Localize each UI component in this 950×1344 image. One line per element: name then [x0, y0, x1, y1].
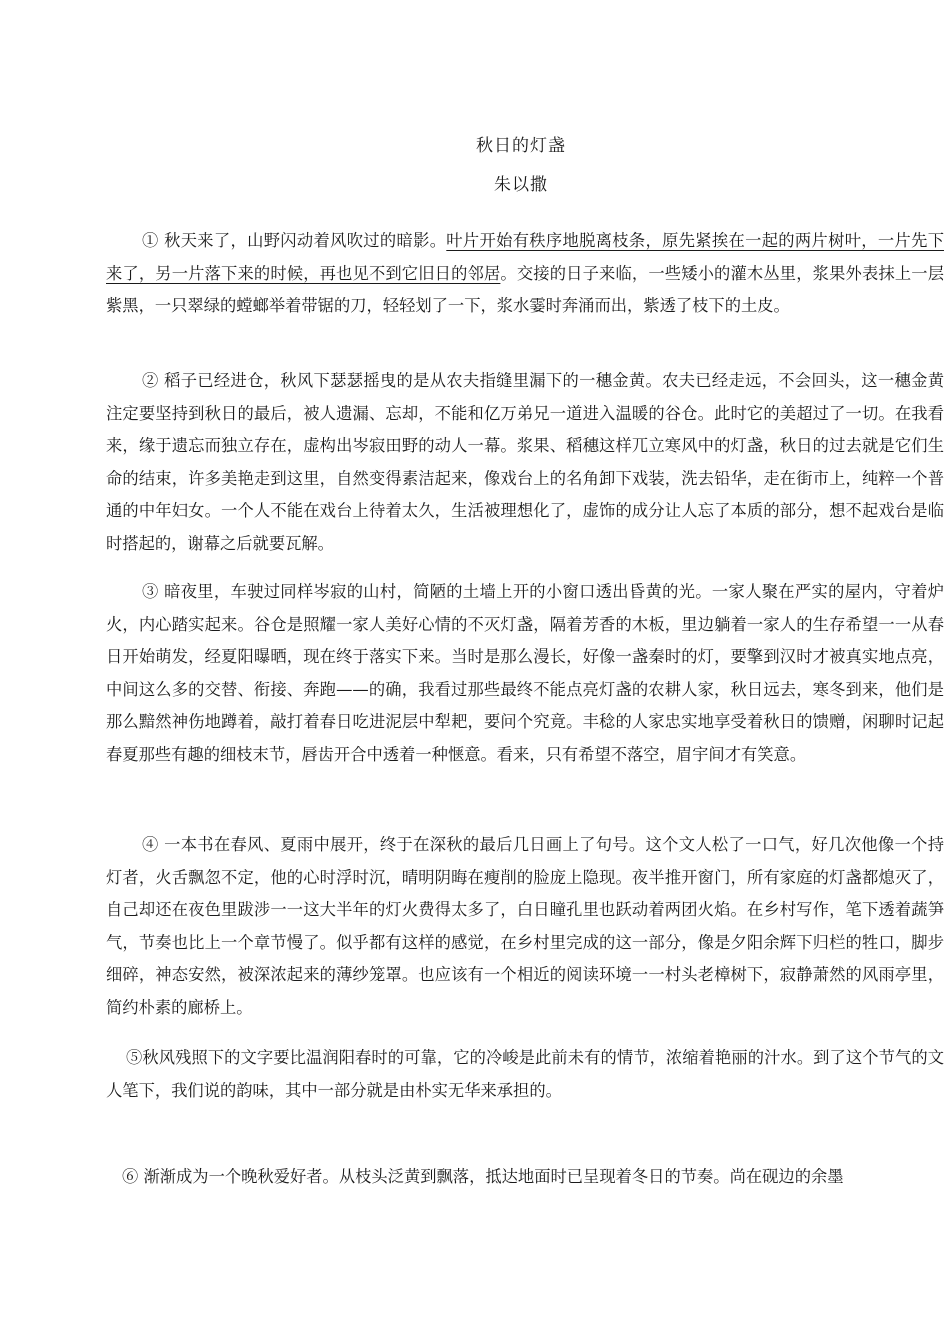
paragraph-1-rest: 。交接的日子来临，一些矮小的灌木丛里，浆果外表抹上一层紫黑，一只翠绿的螳螂举着带锯的刀，轻轻划了一下，浆水霎时奔涌而出，紫透了枝下的土皮。 [106, 263, 944, 315]
article-author: 朱以撒 [494, 175, 548, 195]
article-title: 秋日的灯盏 [476, 136, 566, 156]
paragraph-1-underlined-sentence: 叶片开始有秩序地脱离枝条，原先紧挨在一起的两片树叶，一片先下来了，另一片落下来的时候，再也见不到它旧日的邻居 [106, 231, 944, 283]
paragraph-6: ⑥ 渐渐成为一个晚秋爱好者。从枝头泛黄到飘落，抵达地面时已呈现着冬日的节奏。尚在砚边的余墨 [122, 1167, 844, 1186]
paragraph-1-lead: ① 秋天来了，山野闪动着风吹过的暗影。 [142, 231, 447, 250]
paragraph-1 [106, 225, 944, 323]
paragraph-5: ⑤秋风残照下的文字要比温润阳春时的可靠，它的冷峻是此前未有的情节，浓缩着艳丽的汁水。到了这个节气的文人笔下，我们说的韵味，其中一部分就是由朴实无华来承担的。 [106, 1048, 944, 1100]
paragraph-3: ③ 暗夜里，车驶过同样岑寂的山村，简陋的土墙上开的小窗口透出昏黄的光。一家人聚在严实的屋内，守着炉火，内心踏实起来。谷仓是照耀一家人美好心情的不灭灯盏，隔着芳香的木板，里边躺着一家人的生存希望一一从春日开始萌发，经夏阳曝晒，现在终于落实下来。当时是那么漫长，好像一盏秦时的灯，要擎到汉时才被真实地点亮，中间这么多的交替、衔接、奔跑——的确，我看过那些最终不能点亮灯盏的农耕人家，秋日远去，寒冬到来，他们是那么黯然神伤地蹲着，敲打着春日吃进泥层中犁耙，要问个究竟。丰稔的人家忠实地享受着秋日的馈赠，闲聊时记起春夏那些有趣的细枝末节，唇齿开合中透着一种惬意。看来，只有希望不落空，眉宇间才有笑意。 [106, 582, 944, 764]
paragraph-4: ④ 一本书在春风、夏雨中展开，终于在深秋的最后几日画上了句号。这个文人松了一口气，好几次他像一个持灯者，火舌飘忽不定，他的心时浮时沉，晴明阴晦在瘦削的脸庞上隐现。夜半推开窗门，所有家庭的灯盏都熄灭了，自己却还在夜色里跋涉一一这大半年的灯火费得太多了，白日瞳孔里也跃动着两团火焰。在乡村写作，笔下透着蔬笋气，节奏也比上一个章节慢了。似乎都有这样的感觉，在乡村里完成的这一部分，像是夕阳余辉下归栏的牲口，脚步细碎，神态安然，被深浓起来的薄纱笼罩。也应该有一个相近的阅读环境一一村头老樟树下，寂静萧然的风雨亭里，简约朴素的廊桥上。 [106, 835, 944, 1017]
paragraph-2: ② 稻子已经进仓，秋风下瑟瑟摇曳的是从农夫指缝里漏下的一穗金黄。农夫已经走远，不会回头，这一穗金黄注定要坚持到秋日的最后，被人遗漏、忘却，不能和亿万弟兄一道进入温暖的谷仓。此时它的美超过了一切。在我看来，缘于遗忘而独立存在，虚构出岑寂田野的动人一幕。浆果、稻穗这样兀立寒风中的灯盏，秋日的过去就是它们生命的结束，许多美艳走到这里，自然变得素洁起来，像戏台上的名角卸下戏装，洗去铅华，走在街市上，纯粹一个普通的中年妇女。一个人不能在戏台上待着太久，生活被理想化了，虚饰的成分让人忘了本质的部分，想不起戏台是临时搭起的，谢幕之后就要瓦解。 [106, 371, 944, 553]
